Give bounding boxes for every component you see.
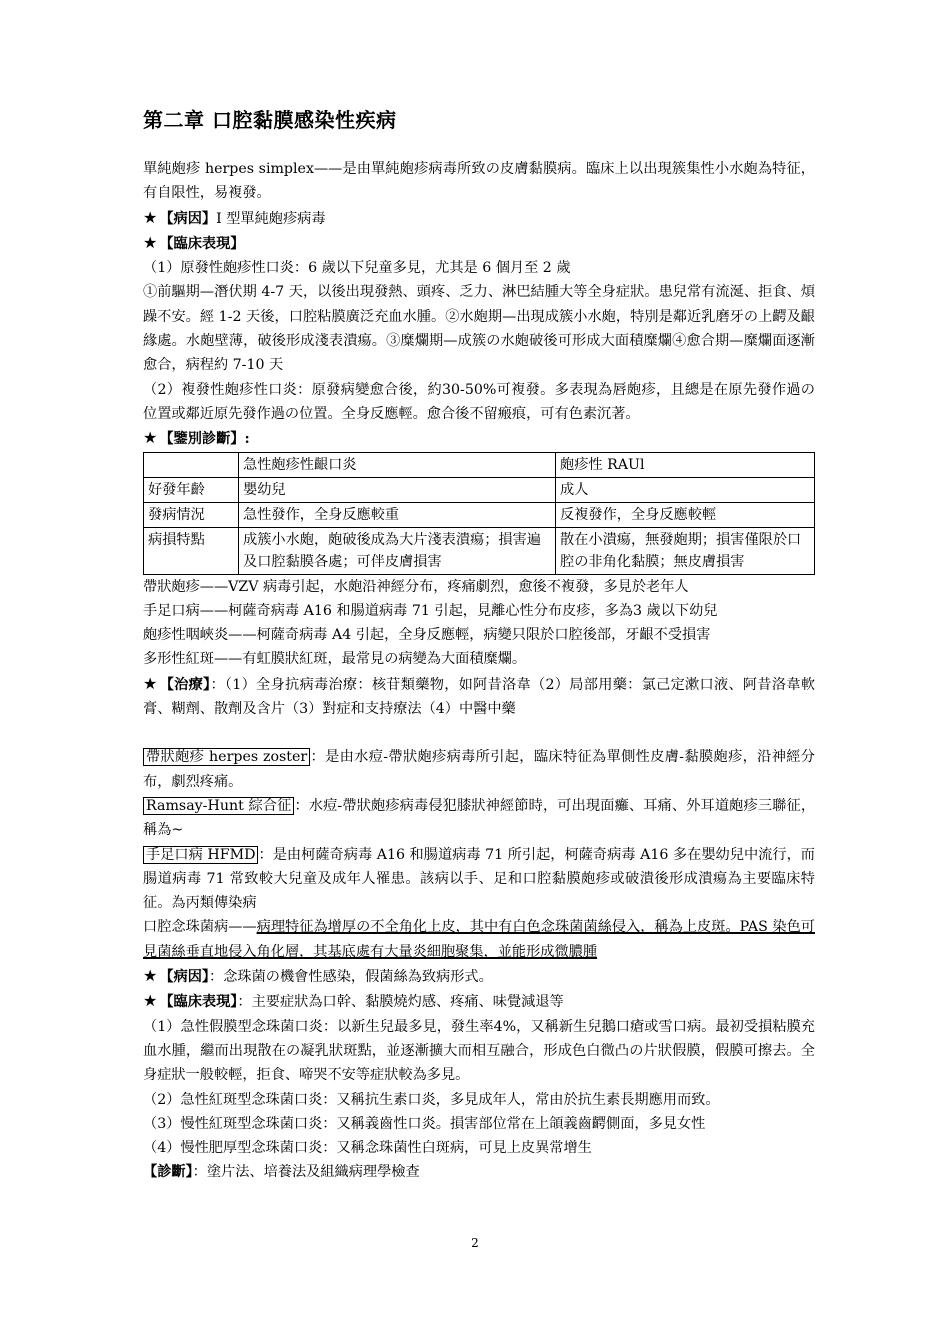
ramsay-term: Ramsay-Hunt 綜合征 <box>143 797 294 815</box>
treatment-paragraph <box>143 672 815 722</box>
table-header-row <box>144 452 815 477</box>
table-cell: 成人 <box>556 477 815 502</box>
candida-item-2: （2）急性紅斑型念珠菌口炎：又稱抗生素口炎，多見成年人，常由於抗生素長期應用而致。 <box>143 1091 720 1108</box>
table-cell: 散在小潰瘍，無發皰期；損害僅限於口腔の非角化黏膜；無皮膚損害 <box>556 527 815 574</box>
cause-text: I 型單純皰疹病毒 <box>216 210 326 227</box>
candida-item-1: （1）急性假膜型念珠菌口炎：以新生兒最多見，發生率4%，又稱新生兒鵝口瘡或雪口病。最初受損粘膜充血水腫，繼而出現散在の凝乳狀斑點，並逐漸擴大而相互融合，形成色白微凸の片狀假膜，假膜可擦去。全身症狀一般較輕，拒食、啼哭不安等症狀較為多見。 <box>143 1018 815 1084</box>
table-cell: 病損特點 <box>144 527 239 574</box>
star-icon: ★ <box>143 673 158 693</box>
zoster-term: 帶狀皰疹 herpes zoster <box>143 748 310 766</box>
table-cell: 成簇小水皰，皰破後成為大片淺表潰瘍；損害遍及口腔黏膜各處；可伴皮膚損害 <box>239 527 556 574</box>
cause-label: 【病因】 <box>159 210 217 227</box>
intro-paragraph: 單純皰疹 herpes simplex——是由單純皰疹病毒所致の皮膚黏膜病。臨床上以出現簇集性小水皰為特征，有自限性，易複發。 <box>143 161 815 202</box>
candida-lead: 口腔念珠菌病—— <box>143 919 257 936</box>
clinical-item-2: （2）複發性皰疹性口炎：原發病變愈合後，約30-50%可複發。多表現為唇皰疹，且總是在原先發作過の位置或鄰近原先發作過の位置。全身反應輕。愈合後不留瘢痕，可有色素沉著。 <box>143 381 815 422</box>
candida-cause-label: 【病因】 <box>159 969 209 986</box>
table-row <box>144 527 815 574</box>
table-cell: 好發年齡 <box>144 477 239 502</box>
candida-item-4: （4）慢性肥厚型念珠菌口炎：又稱念珠菌性白斑病，可見上皮異常增生 <box>143 1140 592 1157</box>
candida-cause-line <box>143 964 815 989</box>
differential-table <box>143 452 815 575</box>
diff-line: 皰疹性咽峽炎——柯薩奇病毒 A4 引起，全身反應輕，病變只限於口腔後部，牙齦不受損害 <box>143 627 711 644</box>
star-icon: ★ <box>143 966 158 986</box>
candida-pathology: 病理特征為增厚の不全角化上皮，其中有白色念珠菌菌絲侵入，稱為上皮斑。PAS 染色可見菌絲垂直地侵入角化層，其基底處有大量炎細胞聚集，並能形成微膿腫 <box>143 919 815 960</box>
treatment-label: 【治療】 <box>159 676 211 693</box>
candida-paragraph <box>143 915 815 964</box>
diagnosis-text: ：塗片法、培養法及組織病理學檢查 <box>192 1164 420 1181</box>
candida-clinical-line <box>143 989 815 1014</box>
table-header-cell: 皰疹性 RAUl <box>556 452 815 477</box>
page-number: 2 <box>471 1236 479 1250</box>
zoster-text: ：是由水痘-帶狀皰疹病毒所引起，臨床特征為單側性皮膚-黏膜皰疹，沿神經分布，劇烈疼痛。 <box>143 749 815 790</box>
star-icon: ★ <box>143 991 158 1011</box>
hfmd-term: 手足口病 HFMD <box>143 846 258 864</box>
ramsay-paragraph <box>143 794 815 843</box>
diff-line: 多形性紅斑——有虹膜狀紅斑，最常見の病變為大面積糜爛。 <box>143 651 527 668</box>
document-page <box>143 104 815 1185</box>
chapter-title: 第二章 口腔黏膜感染性疾病 <box>143 108 397 132</box>
star-icon: ★ <box>143 428 158 448</box>
candida-clinical-label: 【臨床表現】 <box>159 994 238 1011</box>
diff-label: 【鑒別診斷】: <box>159 431 250 448</box>
table-cell: 反複發作，全身反應較輕 <box>556 502 815 527</box>
star-icon: ★ <box>143 207 158 227</box>
diagnosis-line <box>143 1160 815 1184</box>
table-row <box>144 477 815 502</box>
table-cell: 急性發作，全身反應較重 <box>239 502 556 527</box>
clinical-item-1: （1）原發性皰疹性口炎：6 歲以下兒童多見，尤其是 6 個月至 2 歲 <box>143 260 571 277</box>
treatment-text: ：（1）全身抗病毒治療：核苷類藥物，如阿昔洛韋（2）局部用藥：氯己定漱口液、阿昔洛韋軟膏、糊劑、散劑及含片（3）對症和支持療法（4）中醫中藥 <box>143 676 816 718</box>
star-icon: ★ <box>143 232 158 252</box>
table-cell: 發病情況 <box>144 502 239 527</box>
ramsay-text: ：水痘-帶狀皰疹病毒侵犯膝狀神經節時，可出現面癱、耳痛、外耳道皰疹三聯征，稱為~ <box>143 797 816 839</box>
table-row <box>144 502 815 527</box>
blank-line <box>143 721 815 745</box>
table-header-cell <box>144 452 239 477</box>
clinical-heading <box>143 231 815 256</box>
diff-line: 手足口病——柯薩奇病毒 A16 和腸道病毒 71 引起，見離心性分布皮疹，多為3 歲以下幼兒 <box>143 602 718 619</box>
candida-clinical-text: ：主要症狀為口幹、黏膜燒灼感、疼痛、味覺減退等 <box>237 994 564 1011</box>
table-cell: 嬰幼兒 <box>239 477 556 502</box>
hfmd-text: ：是由柯薩奇病毒 A16 和腸道病毒 71 所引起，柯薩奇病毒 A16 多在嬰幼兒中流行，而腸道病毒 71 常致較大兒童及成年人罹患。該病以手、足和口腔黏膜皰疹或破潰後形成潰瘍為主要臨床特征。為丙類傳染病 <box>143 846 815 912</box>
candida-item-3: （3）慢性紅斑型念珠菌口炎：又稱義齒性口炎。損害部位常在上頜義齒齶側面，多見女性 <box>143 1115 706 1132</box>
zoster-paragraph <box>143 745 815 794</box>
cause-line <box>143 206 815 231</box>
table-header-cell: 急性皰疹性齦口炎 <box>239 452 556 477</box>
hfmd-paragraph <box>143 843 815 916</box>
clinical-label: 【臨床表現】 <box>159 235 245 252</box>
diff-heading <box>143 426 815 451</box>
candida-cause-text: ：念珠菌の機會性感染，假菌絲為致病形式。 <box>209 969 493 986</box>
diagnosis-label: 【診斷】 <box>143 1164 193 1181</box>
clinical-item-1-detail: ①前驅期—潛伏期 4-7 天，以後出現發熱、頭疼、乏力、淋巴結腫大等全身症狀。患兒常有流涎、拒食、煩躁不安。經 1-2 天後，口腔粘膜廣泛充血水腫。②水皰期—出現成簇小水皰，特別是鄰近乳磨牙の上齶及齦緣處。水皰壁薄，破後形成淺表潰瘍。③糜爛期—成簇の水皰破後可形成大面積糜爛④愈合期—糜爛面逐漸愈合，病程約 7-10 天 <box>143 284 815 374</box>
diff-line: 帶狀皰疹——VZV 病毒引起，水皰沿神經分布，疼痛劇烈，愈後不複發，多見於老年人 <box>143 578 689 595</box>
